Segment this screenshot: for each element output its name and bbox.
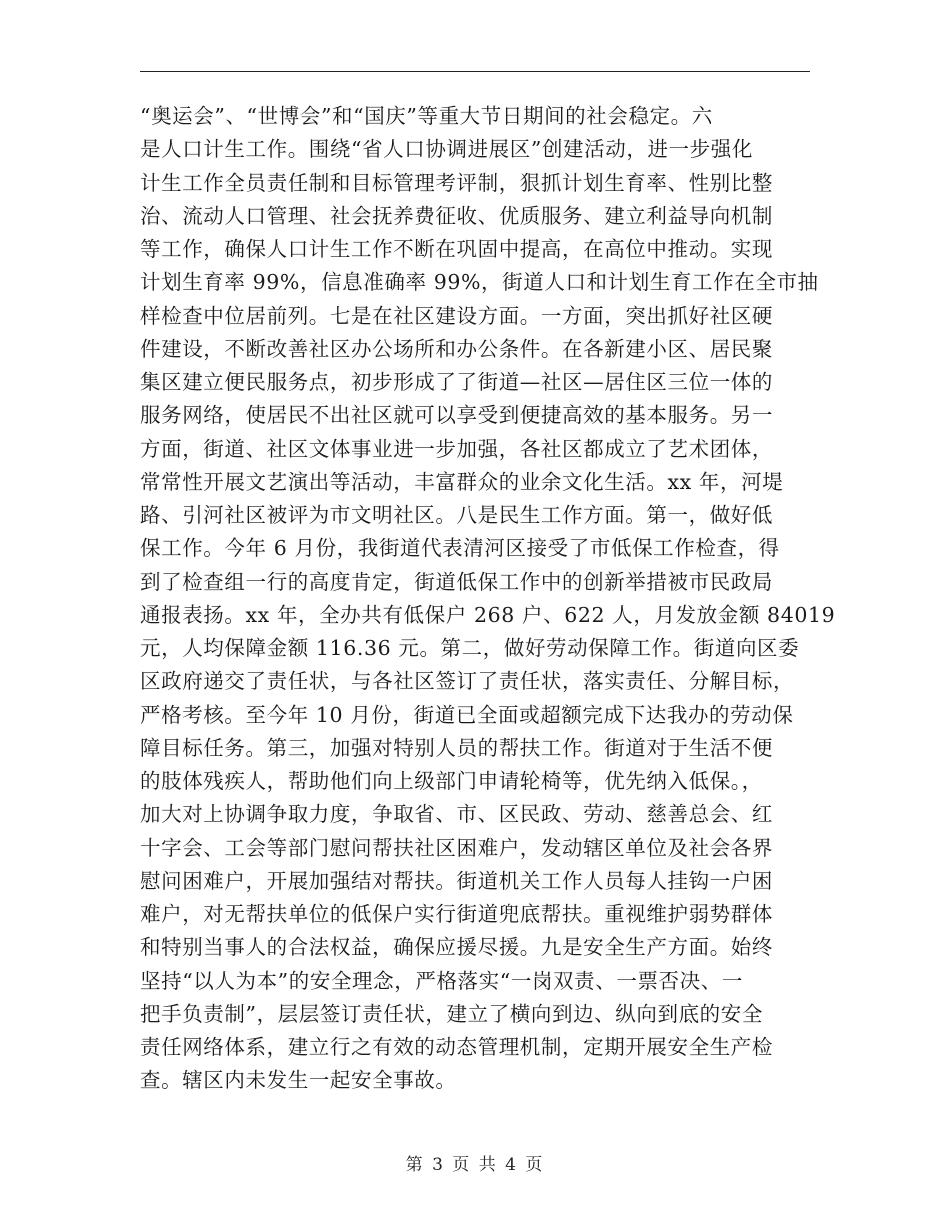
text-line: 路、引河社区被评为市文明社区。八是民生工作方面。第一，做好低: [140, 503, 773, 527]
text-line: 坚持“以人为本”的安全理念，严格落实“一岗双责、一票否决、一: [140, 968, 743, 993]
text-line: 到了检查组一行的高度肯定，街道低保工作中的创新举措被市民政局: [140, 569, 773, 594]
text-line: 加大对上协调争取力度，争取省、市、区民政、劳动、慈善总会、红: [140, 802, 773, 827]
text-line: 难户，对无帮扶单位的低保户实行街道兜底帮扶。重视维护弱势群体: [140, 902, 773, 926]
text-line: 方面，街道、社区文体事业进一步加强，各社区都成立了艺术团体，: [140, 436, 773, 461]
text-line: 是人口计生工作。围绕“省人口协调进展区”创建活动，进一步强化: [140, 137, 753, 162]
text-line: 集区建立便民服务点，初步形成了了街道—社区—居住区三位一体的: [140, 370, 773, 394]
text-line: “奥运会”、“世博会”和“国庆”等重大节日期间的社会稳定。六: [140, 104, 713, 128]
text-line: 样检查中位居前列。七是在社区建设方面。一方面，突出抓好社区硬: [140, 303, 773, 328]
text-line: 元，人均保障金额 116.36 元。第二，做好劳动保障工作。街道向区委: [140, 636, 800, 660]
header-rule: [140, 71, 810, 72]
text-line: 区政府递交了责任状，与各社区签订了责任状，落实责任、分解目标，: [140, 669, 795, 694]
text-line: 常常性开展文艺演出等活动，丰富群众的业余文化生活。xx 年，河堤: [140, 469, 784, 494]
text-line: 计生工作全员责任制和目标管理考评制，狠抓计划生育率、性别比整: [140, 170, 773, 195]
text-line: 的肢体残疾人，帮助他们向上级部门申请轮椅等，优先纳入低保。，: [140, 769, 763, 793]
text-line: 严格考核。至今年 10 月份，街道已全面或超额完成下达我办的劳动保: [140, 702, 794, 727]
text-line: 查。辖区内未发生一起安全事故。: [140, 1068, 457, 1093]
text-line: 等工作，确保人口计生工作不断在巩固中提高，在高位中推动。实现: [140, 237, 773, 261]
text-line: 服务网络，使居民不出社区就可以享受到便捷高效的基本服务。另一: [140, 403, 773, 428]
text-line: 十字会、工会等部门慰问帮扶社区困难户，发动辖区单位及社会各界: [140, 835, 773, 860]
text-line: 保工作。今年 6 月份，我街道代表清河区接受了市低保工作检查，得: [140, 536, 780, 561]
text-line: 和特别当事人的合法权益，确保应援尽援。九是安全生产方面。始终: [140, 935, 773, 960]
text-line: 通报表扬。xx 年，全办共有低保户 268 户、622 人，月发放金额 84019: [140, 602, 836, 627]
text-line: 慰问困难户，开展加强结对帮扶。街道机关工作人员每人挂钩一户困: [140, 868, 773, 893]
text-line: 件建设，不断改善社区办公场所和办公条件。在各新建小区、居民聚: [140, 336, 773, 361]
text-line: 责任网络体系，建立行之有效的动态管理机制，定期开展安全生产检: [140, 1035, 773, 1059]
page-number-footer: 第 3 页 共 4 页: [405, 1155, 545, 1175]
text-line: 治、流动人口管理、社会抚养费征收、优质服务、建立利益导向机制: [140, 203, 773, 228]
text-line: 把手负责制”，层层签订责任状，建立了横向到边、纵向到底的安全: [140, 1001, 763, 1026]
text-line: 障目标任务。第三，加强对特别人员的帮扶工作。街道对于生活不便: [140, 735, 773, 760]
text-line: 计划生育率 99%，信息准确率 99%，街道人口和计划生育工作在全市抽: [140, 270, 819, 295]
body-text: [140, 100, 836, 1098]
